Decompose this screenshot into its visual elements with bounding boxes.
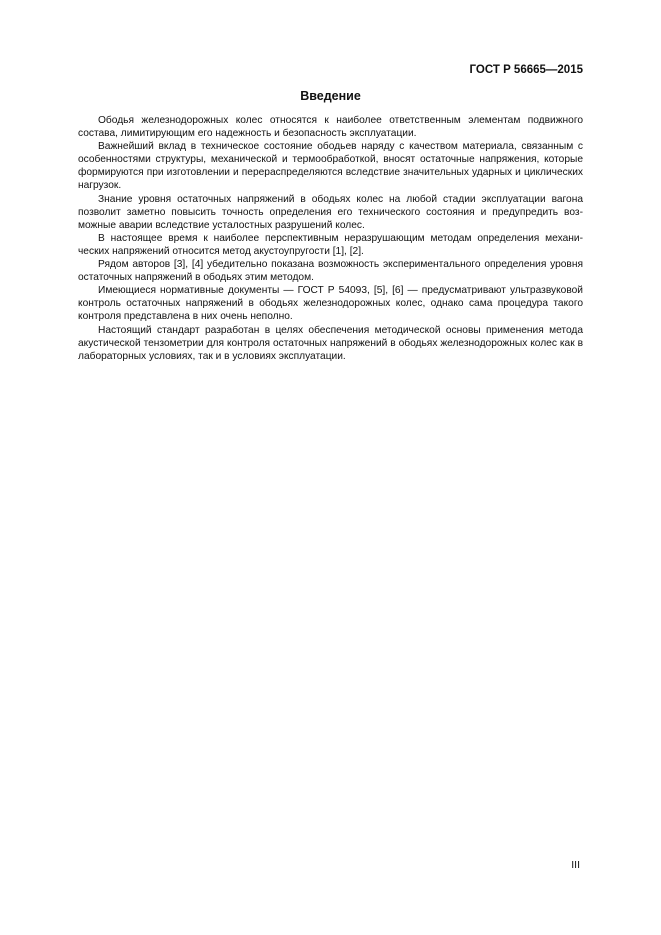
document-code: ГОСТ Р 56665—2015	[469, 64, 583, 76]
paragraph: Важнейший вклад в техническое состояние ободьев наряду с качеством материала, связанным с особенностями структуры, механической и термообработкой, вносят остаточные напряжения, которые формируются при изготовлении и перераспределяются вследствие значительных ударных и циклических нагрузок.	[78, 141, 583, 192]
section-title: Введение	[300, 89, 361, 103]
paragraph: Имеющиеся нормативные документы — ГОСТ Р 54093, [5], [6] — предусматривают ультразвуковой контроль остаточных напряжений в ободьях железнодорожных колес, однако сама процедура такого контроля представлена в них очень неполно.	[78, 285, 583, 323]
page-number: III	[571, 859, 580, 871]
paragraph: Рядом авторов [3], [4] убедительно показана возможность экспериментального определения уровня остаточных напряжений в ободьях этим методом.	[78, 259, 583, 284]
paragraph: Настоящий стандарт разработан в целях обеспечения методической основы применения метода акустической тензометрии для контроля остаточных напряжений в ободьях железнодорожных колес как в лабораторных условиях, так и в условиях эксплуатации.	[78, 324, 583, 362]
body-text	[78, 114, 583, 363]
paragraph: В настоящее время к наиболее перспективным неразрушающим методам определения механических напряжений относится метод акустоупругости [1], [2].	[78, 232, 583, 257]
paragraph: Ободья железнодорожных колес относятся к наиболее ответственным элементам подвижного состава, лимитирующим его надежность и безопасность эксплуатации.	[78, 115, 583, 140]
paragraph: Знание уровня остаточных напряжений в ободьях колес на любой стадии эксплуатации вагона позволит заметно повысить точность определения его технического состояния и предупредить возможные аварии вследствие усталостных разрушений колес.	[78, 193, 583, 231]
